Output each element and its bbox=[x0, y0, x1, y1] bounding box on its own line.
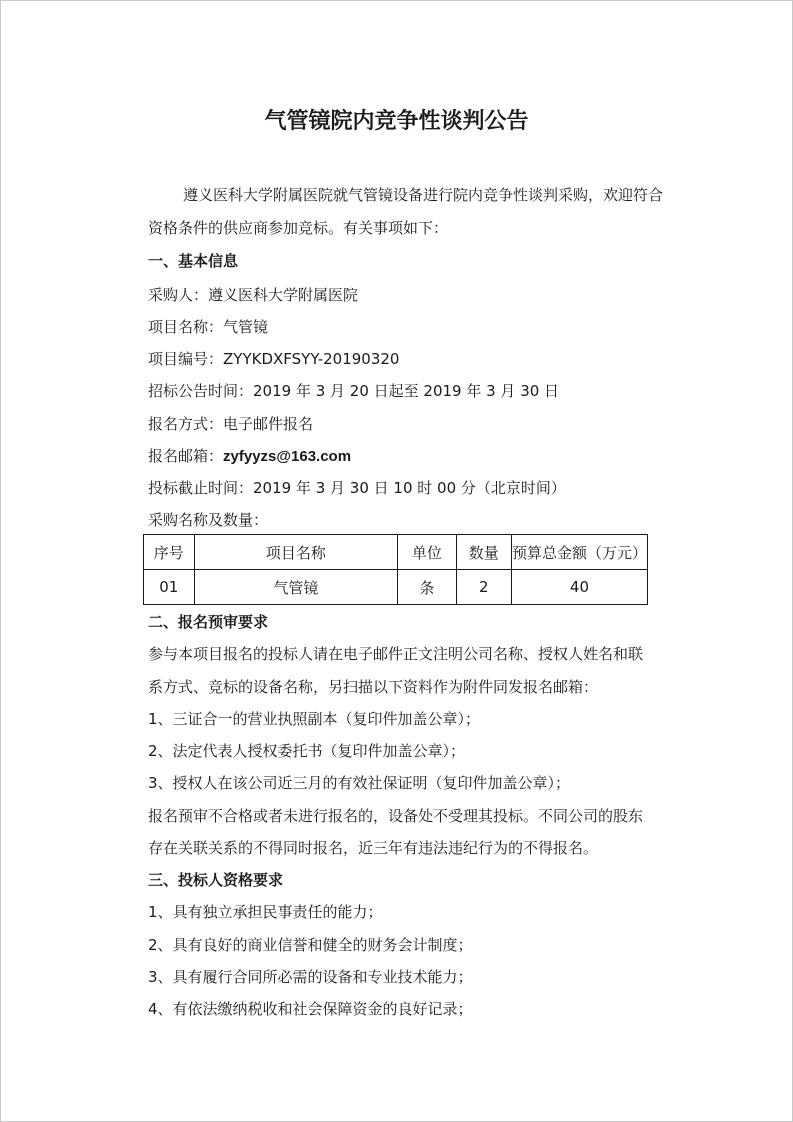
table-cell: 2 bbox=[456, 570, 511, 605]
section2-item-1: 1、三证合一的营业执照副本（复印件加盖公章）； bbox=[148, 710, 481, 728]
document-title: 气管镜院内竞争性谈判公告 bbox=[264, 109, 529, 134]
table-cell: 01 bbox=[144, 570, 195, 605]
section3-item-2: 2、具有良好的商业信誉和健全的财务会计制度； bbox=[148, 936, 473, 954]
section2-para2-line1: 报名预审不合格或者未进行报名的，设备处不受理其投标。不同公司的股东 bbox=[148, 807, 644, 825]
notice-time-line: 招标公告时间：2019 年 3 月 20 日起至 2019 年 3 月 30 日 bbox=[148, 382, 560, 400]
deadline-line: 投标截止时间：2019 年 3 月 30 日 10 时 00 分（北京时间） bbox=[148, 479, 566, 497]
table-header-cell: 项目名称 bbox=[194, 535, 398, 570]
table-header-row bbox=[144, 535, 648, 570]
section1-heading: 一、基本信息 bbox=[148, 252, 239, 270]
procurement-table bbox=[143, 534, 648, 605]
table-cell: 40 bbox=[511, 570, 647, 605]
section2-item-2: 2、法定代表人授权委托书（复印件加盖公章）； bbox=[148, 742, 466, 760]
table-cell: 条 bbox=[398, 570, 456, 605]
qty-label-line: 采购名称及数量： bbox=[148, 511, 269, 529]
section2-heading: 二、报名预审要求 bbox=[148, 613, 269, 631]
intro-line-1: 遵义医科大学附属医院就气管镜设备进行院内竞争性谈判采购，欢迎符合 bbox=[183, 186, 664, 204]
signup-method-line: 报名方式：电子邮件报名 bbox=[148, 415, 314, 433]
section3-item-4: 4、有依法缴纳税收和社会保障资金的良好记录； bbox=[148, 1000, 473, 1018]
section3-item-1: 1、具有独立承担民事责任的能力； bbox=[148, 903, 383, 921]
signup-email-address[interactable]: zyfyyzs@163.com bbox=[223, 448, 352, 465]
table-header-cell: 序号 bbox=[144, 535, 195, 570]
buyer-line: 采购人：遵义医科大学附属医院 bbox=[148, 286, 359, 304]
section2-para2-line2: 存在关联关系的不得同时报名，近三年有违法违纪行为的不得报名。 bbox=[148, 839, 599, 857]
table-header-cell: 预算总金额（万元） bbox=[511, 535, 647, 570]
table-row bbox=[144, 570, 648, 605]
table-header-cell: 数量 bbox=[456, 535, 511, 570]
section3-heading: 三、投标人资格要求 bbox=[148, 871, 284, 889]
section2-para1-line2: 系方式、竞标的设备名称，另扫描以下资料作为附件同发报名邮箱： bbox=[148, 678, 599, 696]
signup-email-label: 报名邮箱： bbox=[148, 447, 224, 465]
table-header-cell: 单位 bbox=[398, 535, 456, 570]
project-no-line: 项目编号：ZYYKDXFSYY-20190320 bbox=[148, 350, 400, 368]
intro-line-2: 资格条件的供应商参加竞标。有关事项如下： bbox=[148, 219, 449, 237]
table-cell: 气管镜 bbox=[194, 570, 398, 605]
project-name-line: 项目名称：气管镜 bbox=[148, 318, 269, 336]
section2-item-3: 3、授权人在该公司近三月的有效社保证明（复印件加盖公章）； bbox=[148, 774, 571, 792]
section2-para1-line1: 参与本项目报名的投标人请在电子邮件正文注明公司名称、授权人姓名和联 bbox=[148, 645, 644, 663]
signup-email-line bbox=[148, 447, 351, 466]
section3-item-3: 3、具有履行合同所必需的设备和专业技术能力； bbox=[148, 968, 473, 986]
